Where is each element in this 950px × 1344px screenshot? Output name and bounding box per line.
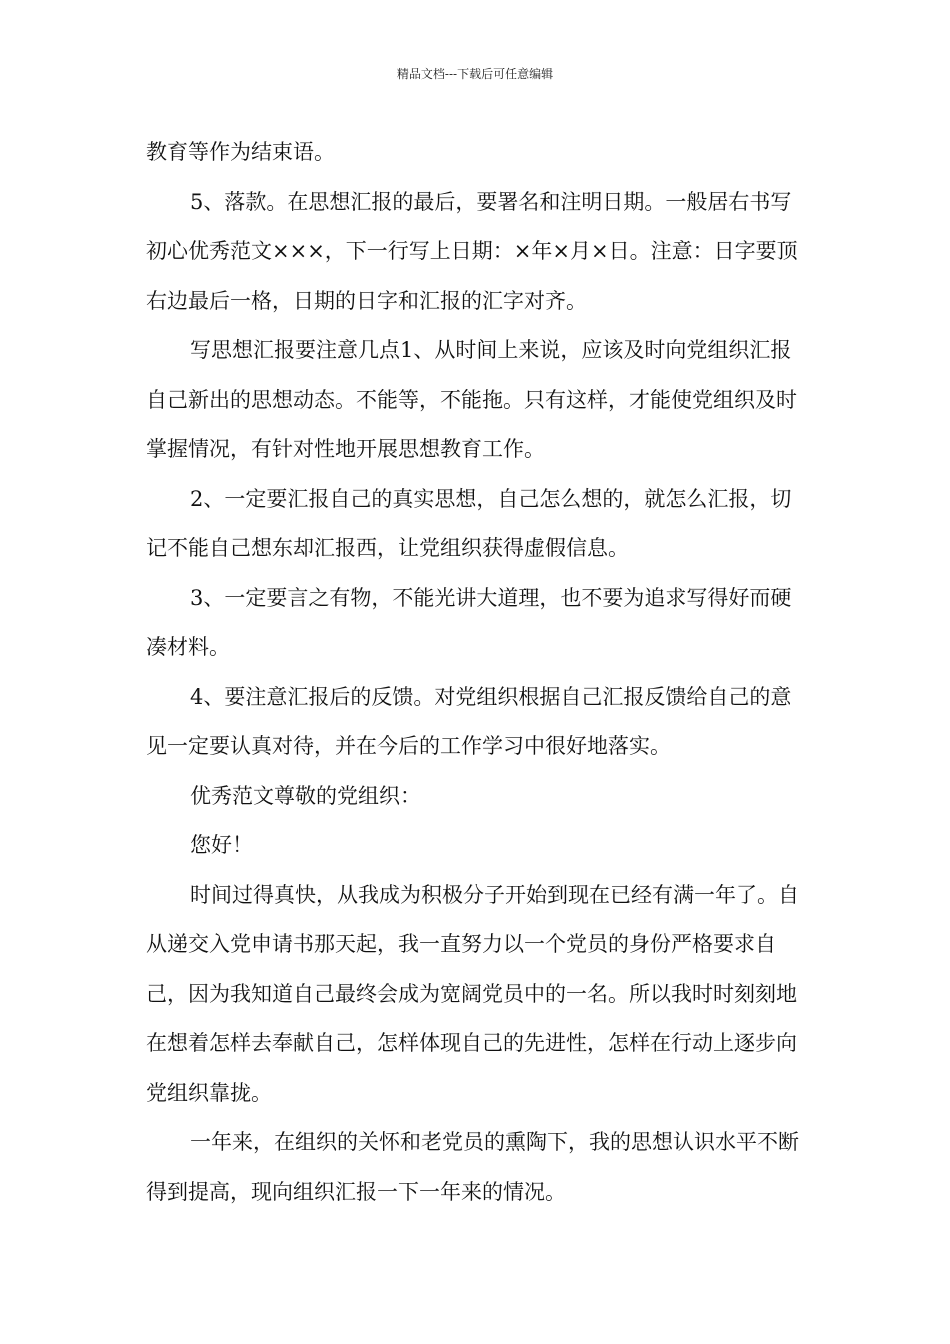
- page-header: 精品文档---下载后可任意编辑: [396, 67, 554, 81]
- paragraph-4: 2、一定要汇报自己的真实思想，自己怎么想的，就怎么汇报，切记不能自己想东却汇报西，让党组织获得虚假信息。: [146, 486, 792, 560]
- paragraph-5: 3、一定要言之有物，不能光讲大道理，也不要为追求写得好而硬凑材料。: [146, 585, 792, 659]
- document-body: [146, 128, 811, 1217]
- paragraph-7: 优秀范文尊敬的党组织：: [190, 783, 421, 808]
- paragraph-10: 一年来，在组织的关怀和老党员的熏陶下，我的思想认识水平不断得到提高，现向组织汇报一下一年来的情况。: [146, 1130, 799, 1204]
- paragraph-8: 您好！: [190, 833, 253, 857]
- paragraph-6: 4、要注意汇报后的反馈。对党组织根据自己汇报反馈给自己的意见一定要认真对待，并在今后的工作学习中很好地落实。: [146, 684, 792, 758]
- paragraph-9: 时间过得真快，从我成为积极分子开始到现在已经有满一年了。自从递交入党申请书那天起，我一直努力以一个党员的身份严格要求自己，因为我知道自己最终会成为宽阔党员中的一名。所以我时时刻刻地在想着怎样去奉献自己，怎样体现自己的先进性，怎样在行动上逐步向党组织靠拢。: [146, 882, 799, 1105]
- paragraph-3: 写思想汇报要注意几点1、从时间上来说，应该及时向党组织汇报自己新出的思想动态。不能等，不能拖。只有这样，才能使党组织及时掌握情况，有针对性地开展思想教育工作。: [146, 338, 797, 461]
- paragraph-2: 5、落款。在思想汇报的最后，要署名和注明日期。一般居右书写初心优秀范文×××，下一行写上日期：×年×月×日。注意：日字要顶右边最后一格，日期的日字和汇报的汇字对齐。: [146, 189, 798, 313]
- paragraph-1: 教育等作为结束语。: [146, 140, 335, 164]
